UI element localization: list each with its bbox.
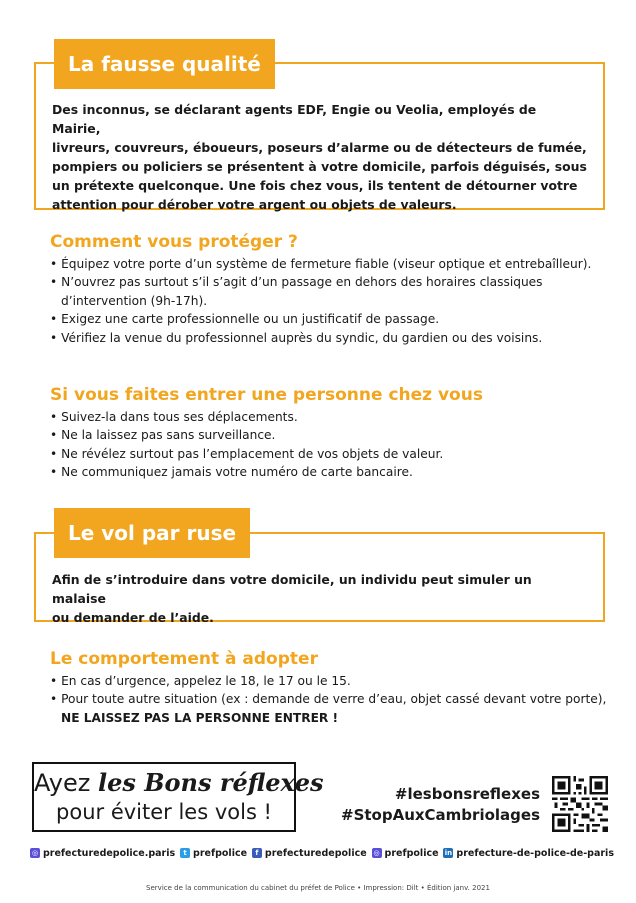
social-linkedin[interactable] [443,848,614,859]
footer-credits: Service de la communication du cabinet du préfet de Police • Impression: Dilt • Édition janv. 2021 [146,884,490,892]
text-line: Afin de s’introduire dans votre domicile, un individu peut simuler un malaise [52,572,532,606]
behaviour-section [50,648,610,727]
text-line: un prétexte quelconque. Une fois chez vous, ils tentent de détourner votre [52,178,578,193]
slogan-line-2: pour éviter les vols ! [56,800,272,824]
inside-list [50,408,610,482]
protect-list [50,255,610,347]
hashtag[interactable]: #StopAuxCambriolages [341,806,540,824]
list-item [50,690,610,727]
slogan-ayez: Ayez [34,769,98,797]
linkedin-icon: in [444,849,453,857]
vol-par-ruse-box [34,521,605,625]
behaviour-heading: Le comportement à adopter [50,649,318,669]
list-item: • Ne la laissez pas sans surveillance. [50,426,610,444]
list-item: • Équipez votre porte d’un système de fermeture fiable (viseur optique et entrebaîlleur). [50,255,610,273]
fausse-qualite-box [34,52,605,212]
text-line: attention pour dérober votre argent ou objets de valeurs. [52,197,457,212]
text-line: ou demander de l’aide. [52,610,214,625]
instagram-icon: ◎ [31,849,39,857]
fausse-qualite-text [52,100,587,214]
social-instagram-prefpolice[interactable] [372,848,439,859]
behaviour-list [50,672,610,727]
inside-heading: Si vous faites entrer une personne chez vous [50,385,483,405]
list-item-text: Pour toute autre situation (ex : demande de verre d’eau, objet cassé devant votre porte), [61,692,607,707]
vol-par-ruse-text [52,570,587,627]
slogan-brand: les Bons réflexes [97,768,324,797]
protect-heading: Comment vous protéger ? [50,232,298,252]
social-label: prefpolice [384,847,439,859]
hashtag[interactable]: #lesbonsreflexes [394,785,540,803]
facebook-icon: f [252,848,262,858]
protect-section [50,231,610,347]
vol-par-ruse-title: Le vol par ruse [54,508,250,558]
list-item: • Exigez une carte professionnelle ou un justificatif de passage. [50,310,610,328]
social-instagram-prefecture[interactable] [30,848,175,859]
qr-code-icon[interactable] [552,776,608,832]
instagram-icon: ◎ [373,849,380,857]
social-label: prefecturedepolice.paris [43,847,176,859]
list-item: • Ne communiquez jamais votre numéro de carte bancaire. [50,463,610,481]
list-item: • Suivez-la dans tous ses déplacements. [50,408,610,426]
list-item: • N’ouvrez pas surtout s’il s’agit d’un passage en dehors des horaires classiques d’intervention (9h-17h). [50,273,610,310]
twitter-icon: t [180,848,190,858]
text-line: pompiers ou policiers se présentent à votre domicile, parfois déguisés, sous [52,159,587,174]
text-line: Des inconnus, se déclarant agents EDF, Engie ou Veolia, employés de Mairie, [52,102,537,136]
social-links [30,845,614,861]
list-item: • En cas d’urgence, appelez le 18, le 17 ou le 15. [50,672,610,690]
social-twitter[interactable] [180,848,247,859]
text-line: livreurs, couvreurs, éboueurs, poseurs d’alarme ou de détecteurs de fumée, [52,140,587,155]
fausse-qualite-title: La fausse qualité [54,39,275,89]
hashtags [341,784,540,826]
social-label: prefpolice [193,847,248,859]
slogan-line-1 [34,768,324,798]
list-item: • Vérifiez la venue du professionnel auprès du syndic, du gardien ou des voisins. [50,329,610,347]
social-label: prefecture-de-police-de-paris [456,847,614,859]
list-item-emphasis: NE LAISSEZ PAS LA PERSONNE ENTRER ! [61,710,339,725]
social-facebook[interactable] [252,848,367,859]
social-label: prefecturedepolice [264,847,367,859]
inside-section [50,384,610,482]
list-item: • Ne révélez surtout pas l’emplacement de vos objets de valeur. [50,445,610,463]
slogan-box [32,762,324,832]
